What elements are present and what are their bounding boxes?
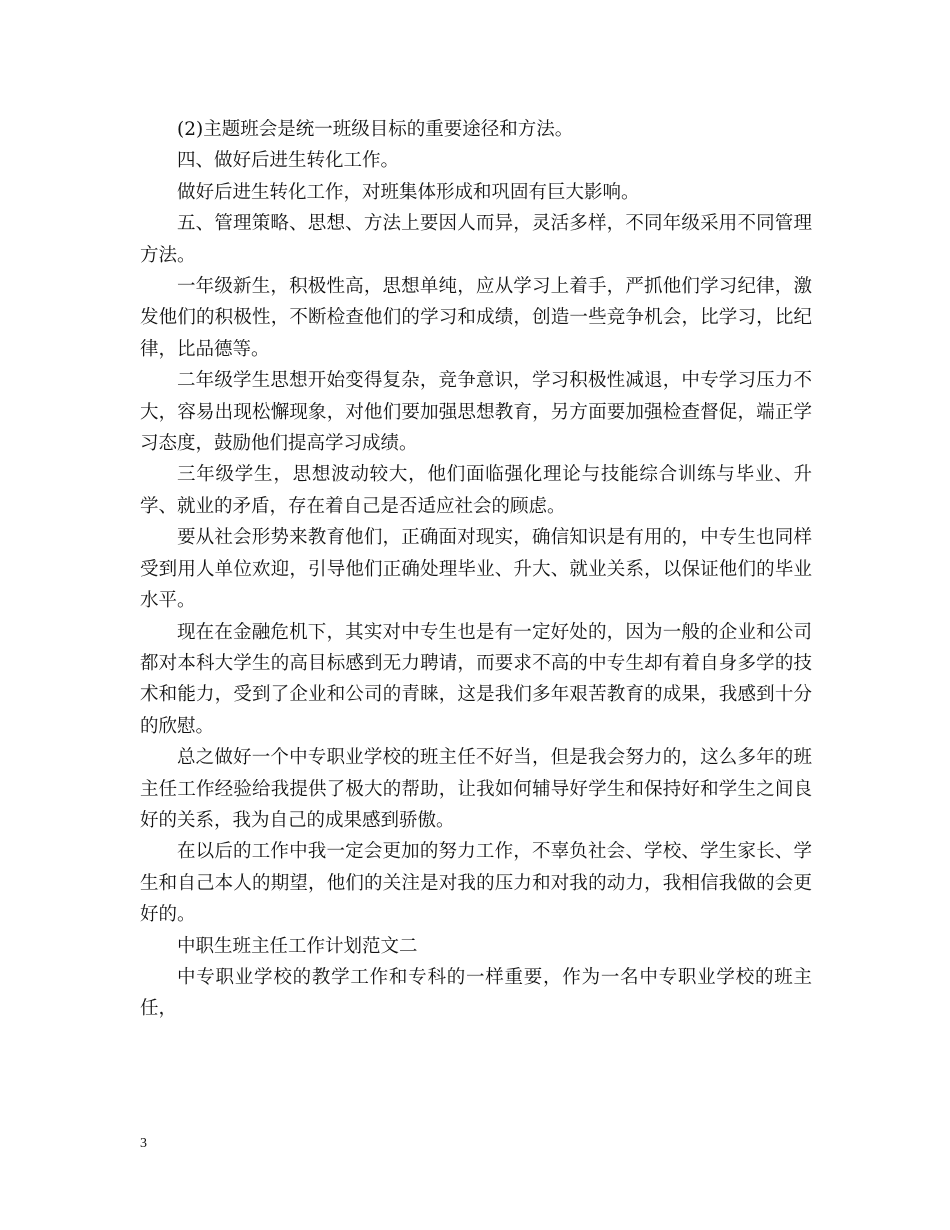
- paragraph-summary: 总之做好一个中专职业学校的班主任不好当，但是我会努力的，这么多年的班主任工作经验给我提供了极大的帮助，让我如何辅导好学生和保持好和学生之间良好的关系，我为自己的成果感到骄傲。: [140, 747, 812, 831]
- paragraph-first-year: 一年级新生，积极性高，思想单纯，应从学习上着手，严抓他们学习纪律，激发他们的积极性，不断检查他们的学习和成绩，创造一些竞争机会，比学习，比纪律，比品德等。: [140, 276, 812, 360]
- page-number: 3: [140, 1136, 147, 1151]
- paragraph-transformation: 做好后进生转化工作，对班集体形成和巩固有巨大影响。: [177, 181, 640, 203]
- section-title-sample-two: 中职生班主任工作计划范文二: [177, 935, 418, 957]
- heading-section-four: 四、做好后进生转化工作。: [177, 150, 400, 172]
- paragraph-sample-two-intro: 中专职业学校的教学工作和专科的一样重要，作为一名中专职业学校的班主任，: [140, 966, 812, 1020]
- document-body: [140, 114, 812, 1025]
- paragraph-future-work: 在以后的工作中我一定会更加的努力工作，不辜负社会、学校、学生家长、学生和自己本人的期望，他们的关注是对我的压力和对我的动力，我相信我做的会更好的。: [140, 841, 812, 926]
- heading-section-five: 五、管理策略、思想、方法上要因人而异，灵活多样，不同年级采用不同管理方法。: [140, 213, 812, 266]
- paragraph-second-year: 二年级学生思想开始变得复杂，竞争意识，学习积极性减退，中专学习压力不大，容易出现松懈现象，对他们要加强思想教育，另方面要加强检查督促，端正学习态度，鼓励他们提高学习成绩。: [140, 370, 812, 455]
- paragraph-third-year: 三年级学生，思想波动较大，他们面临强化理论与技能综合训练与毕业、升学、就业的矛盾，存在着自己是否适应社会的顾虑。: [140, 464, 812, 517]
- paragraph-social-situation: 要从社会形势来教育他们，正确面对现实，确信知识是有用的，中专生也同样受到用人单位欢迎，引导他们正确处理毕业、升大、就业关系，以保证他们的毕业水平。: [140, 527, 812, 612]
- paragraph-theme-meeting: (2)主题班会是统一班级目标的重要途径和方法。: [177, 119, 574, 140]
- paragraph-financial-crisis: 现在在金融危机下，其实对中专生也是有一定好处的，因为一般的企业和公司都对本科大学生的高目标感到无力聘请，而要求不高的中专生却有着自身多学的技术和能力，受到了企业和公司的青睐，这是我们多年艰苦教育的成果，我感到十分的欣慰。: [140, 621, 812, 737]
